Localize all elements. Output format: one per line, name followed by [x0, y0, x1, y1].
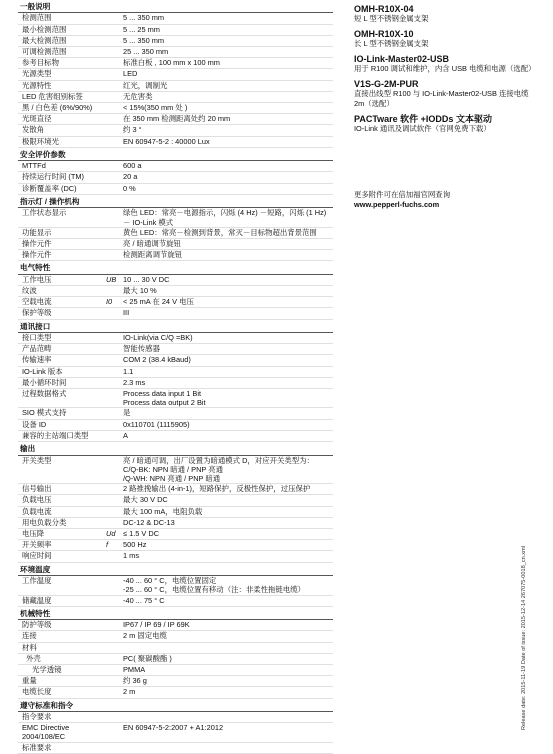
spec-label: 电缆长度 [22, 687, 52, 697]
spec-value: 0 % [123, 183, 136, 193]
spec-label: EMC Directive 2004/108/EC [22, 723, 70, 742]
spec-row [18, 114, 333, 125]
spec-value: ≤ 1.5 V DC [123, 529, 160, 539]
spec-value: -40 ... 60 ° C，电缆位置固定 -25 ... 60 ° C，电缆位置有移动（注：非柔性拖链电缆） [123, 576, 305, 595]
spec-label: SIO 模式支持 [22, 408, 67, 418]
spec-row [18, 25, 333, 36]
accessory-item [354, 54, 539, 74]
spec-label: 标准要求 [22, 742, 52, 752]
spec-value: -40 ... 75 ° C [123, 595, 165, 605]
spec-value: 600 a [123, 161, 142, 171]
spec-row [18, 456, 333, 485]
spec-label: 发散角 [22, 125, 45, 135]
spec-row [18, 355, 333, 366]
spec-row [18, 47, 333, 58]
spec-row [18, 344, 333, 355]
spec-label: 开关频率 [22, 540, 52, 550]
spec-value: 标准白板 , 100 mm x 100 mm [123, 58, 220, 68]
spec-value: 约 36 g [123, 676, 147, 686]
spec-row [18, 431, 333, 442]
spec-value: COM 2 (38.4 kBaud) [123, 355, 191, 365]
spec-label: 用电负载分类 [22, 517, 67, 527]
spec-label: 过程数据格式 [22, 388, 67, 398]
accessories-column [354, 4, 539, 210]
spec-label: 工作电压 [22, 274, 52, 284]
spec-label: 兼容的主站端口类型 [22, 430, 89, 440]
spec-label: 检测范围 [22, 13, 52, 23]
spec-label: 防护等级 [22, 620, 52, 630]
spec-value: 0x110701 (1115905) [123, 419, 190, 429]
accessories-list [354, 4, 539, 133]
spec-label: 设备 ID [22, 419, 47, 429]
spec-label: 功能显示 [22, 227, 52, 237]
spec-value: 500 Hz [123, 540, 147, 550]
spec-value: 亮 / 暗通可调，出厂设置为暗通模式 D，对应开关类型为： C/Q-BK: NPN 暗通 / PNP 亮通 /Q-WH: NPN 亮通 / PNP 暗通 [123, 455, 314, 484]
accessory-item [354, 29, 539, 49]
spec-value: 1.1 [123, 366, 134, 376]
release-info-sidebar [521, 540, 533, 730]
spec-label: 指令要求 [22, 712, 52, 722]
spec-value: IP67 / IP 69 / IP 69K [123, 620, 190, 630]
spec-label: 连接 [22, 631, 37, 641]
spec-value: III [123, 308, 130, 318]
spec-label: MTTFd [22, 161, 46, 171]
spec-value: 最大 100 mA，电阻负载 [123, 506, 203, 516]
spec-row [18, 420, 333, 431]
spec-label: 光源特性 [22, 80, 52, 90]
spec-value: IO-Link(via C/Q =BK) [123, 333, 193, 343]
spec-label: 光源类型 [22, 69, 52, 79]
spec-row [18, 92, 333, 103]
spec-label: 产品范畴 [22, 344, 52, 354]
spec-label: 参考目标物 [22, 58, 59, 68]
spec-label: 最小检测范围 [22, 24, 67, 34]
spec-label: 电压降 [22, 529, 45, 539]
spec-value: EN 60947-5-2 : 40000 Lux [123, 136, 210, 146]
spec-value: A [123, 430, 128, 440]
accessory-item [354, 114, 539, 134]
spec-row [18, 297, 333, 308]
spec-label: 纹波 [22, 286, 37, 295]
spec-row [18, 540, 333, 551]
spec-symbol: I0 [106, 297, 113, 307]
spec-row [18, 529, 333, 540]
accessory-item [354, 79, 539, 109]
spec-value: 2.3 ms [123, 377, 146, 387]
spec-label: 保护等级 [22, 308, 52, 318]
spec-label: IO-Link 版本 [22, 366, 63, 376]
spec-row [18, 507, 333, 518]
spec-label: 负载电压 [22, 495, 52, 505]
spec-row [18, 551, 333, 562]
spec-value: 约 3 ° [123, 125, 142, 135]
spec-row [18, 676, 333, 687]
spec-row [18, 654, 333, 665]
spec-row [18, 643, 333, 654]
spec-value: 亮 / 暗通调节旋钮 [123, 238, 181, 248]
spec-row [18, 13, 333, 24]
spec-value: 是 [123, 408, 131, 418]
spec-value: 1 ms [123, 551, 140, 561]
spec-row [18, 161, 333, 172]
spec-row [18, 620, 333, 631]
spec-row [18, 665, 333, 676]
spec-label: 可调检测范围 [22, 47, 67, 57]
spec-value: 最大 10 % [123, 286, 157, 295]
spec-value: 2 m 固定电缆 [123, 631, 167, 641]
spec-row [18, 208, 333, 228]
spec-row [18, 125, 333, 136]
spec-value: 2 路推挽输出 (4-in-1)，短路保护，反极性保护，过压保护 [123, 484, 311, 494]
spec-row [18, 495, 333, 506]
spec-row [18, 137, 333, 148]
spec-label: 重量 [22, 676, 37, 686]
spec-label: 诊断覆盖率 (DC) [22, 183, 77, 193]
spec-row [18, 81, 333, 92]
spec-value: 2 m [123, 687, 136, 697]
spec-symbol: UB [106, 274, 117, 284]
spec-value: 20 a [123, 172, 138, 182]
spec-value: PMMA [123, 665, 146, 674]
spec-row [18, 184, 333, 195]
spec-label: 工作温度 [22, 576, 52, 586]
release-info-text: Release date: 2015-11-19 Date of issue: 2015-12-14 267075-0018_cn.xml [521, 546, 527, 730]
spec-value: 检测距离调节旋钮 [123, 250, 183, 260]
spec-symbol: f [106, 540, 109, 550]
spec-row [18, 103, 333, 114]
spec-label: 开关类型 [22, 455, 52, 465]
contact-block [354, 190, 539, 210]
spec-label: 极限环境光 [22, 136, 59, 146]
specifications-table [18, 0, 333, 754]
spec-label: 储藏温度 [22, 595, 52, 605]
accessory-description: 用于 R100 调试和维护，内含 USB 电缆和电源（选配） [354, 64, 536, 74]
spec-row [18, 743, 333, 754]
spec-row [18, 250, 333, 261]
spec-row [18, 286, 333, 297]
spec-label: 工作状态显示 [22, 208, 67, 218]
spec-row [18, 484, 333, 495]
spec-label: 光学透镜 [32, 665, 62, 674]
spec-row [18, 36, 333, 47]
spec-row [18, 687, 333, 698]
spec-label: 接口类型 [22, 333, 52, 343]
spec-row [18, 172, 333, 183]
spec-label: 光斑直径 [22, 114, 52, 124]
spec-row [18, 518, 333, 529]
spec-value: 5 ... 25 mm [123, 24, 160, 34]
spec-label: LED 危害组别标签 [22, 91, 83, 101]
spec-value: < 25 mA 在 24 V 电压 [123, 297, 194, 307]
spec-row [18, 228, 333, 239]
spec-value: PC( 聚碳酸酯 ) [123, 653, 172, 663]
section-title: 通讯接口 [18, 321, 333, 333]
section-title: 机械特性 [18, 608, 333, 620]
spec-row [18, 576, 333, 596]
spec-value: Process data input 1 Bit Process data output 2 Bit [123, 388, 206, 408]
spec-row [18, 631, 333, 642]
section-title: 指示灯 / 操作机构 [18, 196, 333, 208]
spec-value: EN 60947-5-2:2007 + A1:2012 [123, 723, 224, 733]
accessory-code: OMH-R10X-04 [354, 4, 414, 14]
accessory-description: 短 L 型不锈钢金属支架 [354, 14, 429, 24]
accessory-description: 长 L 型不锈钢金属支架 [354, 39, 429, 49]
spec-value: < 15%(350 mm 处 ) [123, 102, 188, 112]
website-link[interactable]: www.pepperl-fuchs.com [354, 200, 440, 210]
spec-value: LED [123, 69, 138, 79]
spec-value: 25 ... 350 mm [123, 47, 169, 57]
accessory-code: OMH-R10X-10 [354, 28, 414, 39]
spec-value: 5 ... 350 mm [123, 13, 165, 23]
contact-note: 更多附件可在倍加福官网查询 [354, 190, 451, 200]
spec-row [18, 596, 333, 607]
spec-label: 操作元件 [22, 238, 52, 248]
spec-value: 黄色 LED：常亮－检测到背景，常灭－目标物超出背景范围 [123, 227, 317, 237]
spec-label: 材料 [22, 642, 37, 652]
section-title: 环境温度 [18, 564, 333, 576]
spec-label: 空载电流 [22, 297, 52, 307]
spec-value: 绿色 LED：常亮－电源指示，闪烁 (4 Hz) －短路，闪烁 (1 Hz) － IO-Link 模式 [123, 208, 327, 227]
spec-value: 5 ... 350 mm [123, 35, 165, 45]
section-title: 一般说明 [18, 1, 333, 13]
spec-label: 最大检测范围 [22, 35, 67, 45]
accessory-description: 直接出线型 R100 与 IO-Link-Master02-USB 连接电缆 2m（选配） [354, 89, 529, 108]
spec-row [18, 367, 333, 378]
spec-row [18, 239, 333, 250]
spec-row [18, 69, 333, 80]
spec-label: 最小循环时间 [22, 377, 67, 387]
spec-row [18, 308, 333, 319]
spec-label: 黑 / 白色差 (6%/90%) [22, 102, 93, 112]
section-title: 输出 [18, 443, 333, 455]
accessory-code: PACTware 软件 +IODDs 文本驱动 [354, 113, 492, 124]
accessory-item [354, 4, 539, 24]
spec-row [18, 275, 333, 286]
spec-label: 外壳 [26, 653, 41, 663]
spec-value: 红光，调制光 [123, 80, 168, 90]
spec-label: 负载电流 [22, 506, 52, 516]
spec-label: 持续运行时间 (TM) [22, 172, 84, 182]
spec-row [18, 333, 333, 344]
accessory-code: V1S-G-2M-PUR [354, 78, 419, 89]
spec-label: 响应时间 [22, 551, 52, 561]
spec-symbol: Ud [106, 529, 116, 539]
section-title: 安全评价参数 [18, 149, 333, 161]
spec-value: 智能传感器 [123, 344, 160, 354]
spec-value: 最大 30 V DC [123, 495, 168, 505]
accessory-code: IO-Link-Master02-USB [354, 53, 450, 64]
spec-value: 10 ... 30 V DC [123, 274, 170, 284]
spec-label: 传输速率 [22, 355, 52, 365]
spec-row [18, 408, 333, 419]
spec-row [18, 58, 333, 69]
spec-row [18, 389, 333, 409]
section-title: 电气特性 [18, 262, 333, 274]
spec-label: 信号输出 [22, 484, 52, 494]
spec-value: 在 350 mm 检测距离处约 20 mm [123, 114, 231, 124]
spec-row [18, 378, 333, 389]
spec-value: 无危害类 [123, 91, 153, 101]
spec-value: DC-12 & DC-13 [123, 517, 175, 527]
section-title: 遵守标准和指令 [18, 700, 333, 712]
spec-row [18, 712, 333, 723]
accessory-description: IO-Link 通讯及调试软件（官网免费下载） [354, 123, 491, 133]
spec-label: 操作元件 [22, 250, 52, 260]
